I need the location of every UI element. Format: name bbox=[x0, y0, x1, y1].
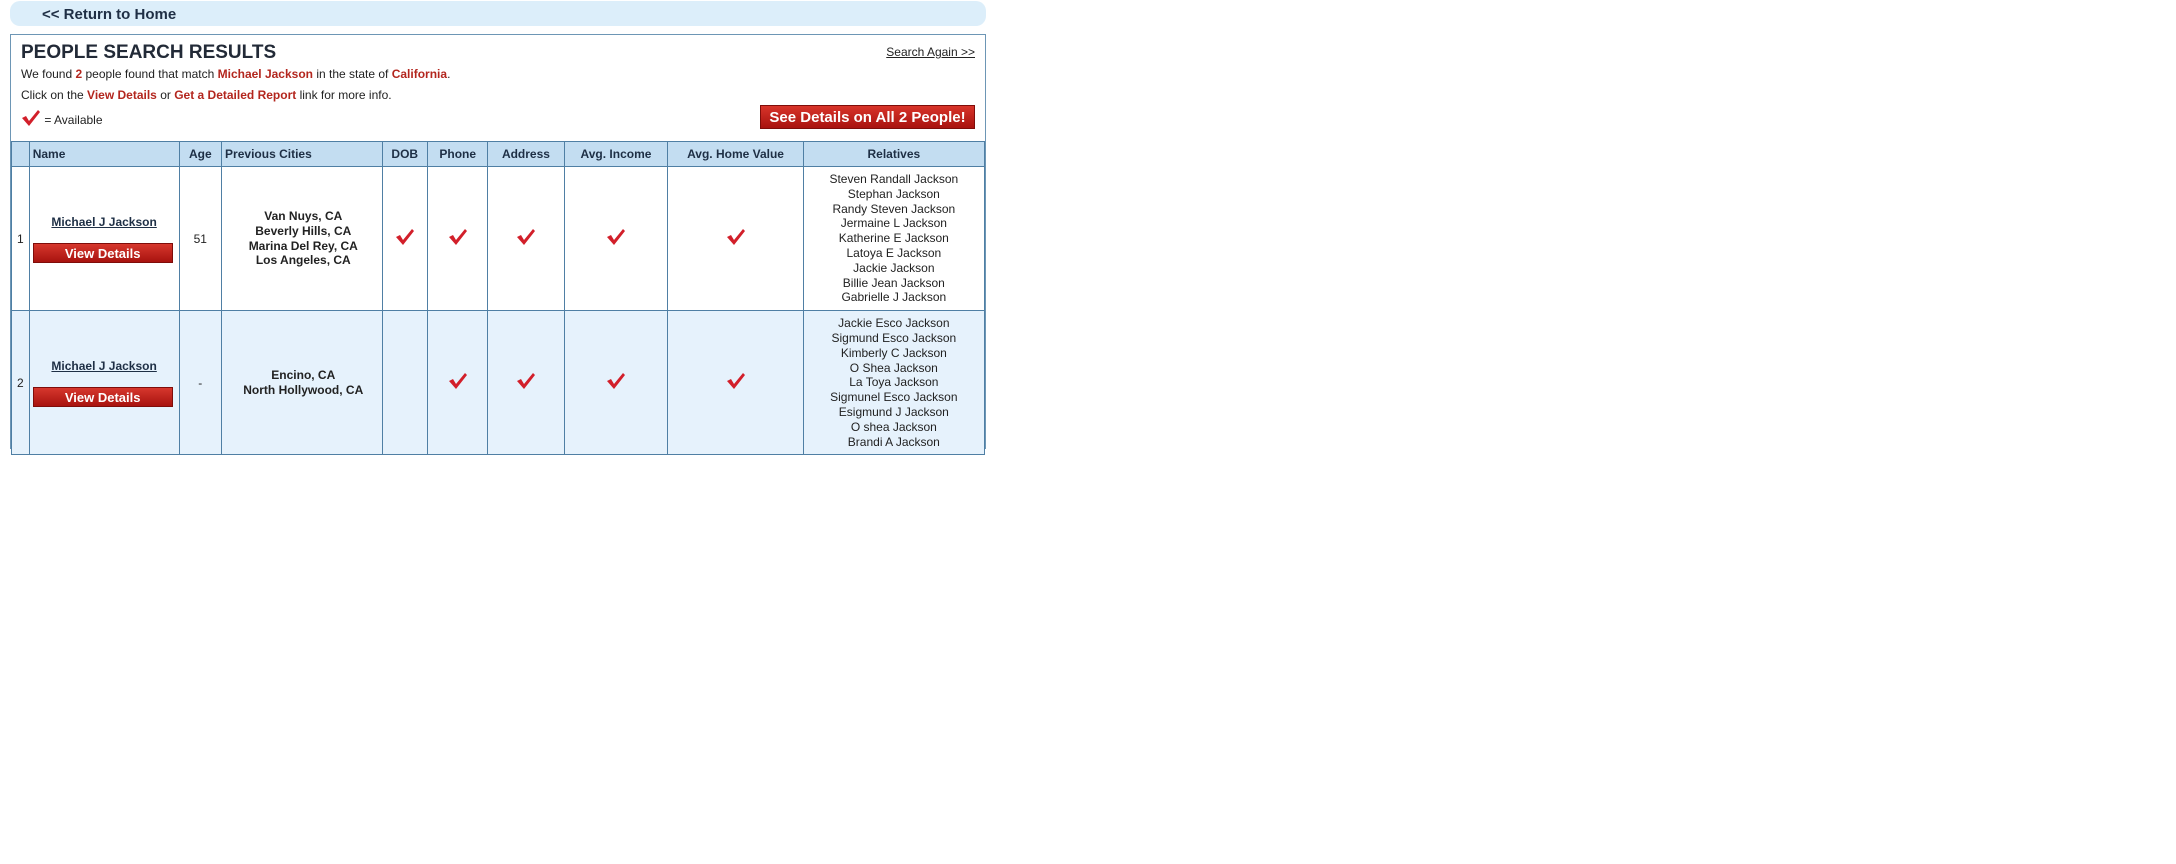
dob-cell bbox=[382, 167, 428, 311]
previous-cities-cell bbox=[222, 167, 382, 311]
relative-item: Jackie Esco Jackson bbox=[838, 316, 950, 331]
table-header-row bbox=[12, 142, 985, 167]
relative-item: Sigmunel Esco Jackson bbox=[830, 390, 958, 405]
results-table bbox=[11, 141, 985, 455]
relative-item: Stephan Jackson bbox=[847, 186, 940, 201]
results-summary: We found 2 people found that match Michael Jackson in the state of California. bbox=[21, 67, 451, 81]
checkmark-icon bbox=[726, 372, 746, 390]
view-details-button[interactable]: View Details bbox=[33, 387, 173, 407]
relative-item: Gabrielle J Jackson bbox=[841, 290, 947, 305]
name-cell bbox=[29, 311, 179, 455]
relatives-cell bbox=[803, 311, 984, 455]
relative-item: Jackie Jackson bbox=[853, 260, 935, 275]
checkmark-icon bbox=[606, 228, 626, 246]
relative-item: Sigmund Esco Jackson bbox=[831, 330, 957, 345]
income-cell bbox=[564, 167, 668, 311]
address-cell bbox=[488, 311, 564, 455]
relative-item: O Shea Jackson bbox=[849, 360, 938, 375]
relatives-cell bbox=[803, 167, 984, 311]
city-item: Encino, CA bbox=[271, 367, 336, 382]
phone-cell bbox=[428, 167, 488, 311]
results-panel bbox=[10, 34, 986, 449]
availability-legend: = Available bbox=[21, 109, 103, 127]
checkmark-icon bbox=[606, 372, 626, 390]
row-number: 2 bbox=[12, 311, 30, 455]
col-num bbox=[12, 142, 30, 167]
col-age: Age bbox=[179, 142, 221, 167]
name-cell bbox=[29, 167, 179, 311]
relative-item: O shea Jackson bbox=[850, 419, 937, 434]
checkmark-icon bbox=[448, 228, 468, 246]
row-number: 1 bbox=[12, 167, 30, 311]
home-value-cell bbox=[668, 167, 803, 311]
return-home-link[interactable]: << Return to Home bbox=[42, 6, 177, 23]
city-item: North Hollywood, CA bbox=[243, 382, 364, 397]
relative-item: La Toya Jackson bbox=[849, 375, 939, 390]
age-cell: - bbox=[179, 311, 221, 455]
detailed-report-ref: Get a Detailed Report bbox=[174, 88, 297, 102]
relative-item: Jermaine L Jackson bbox=[840, 216, 947, 231]
address-cell bbox=[488, 167, 564, 311]
relative-item: Kimberly C Jackson bbox=[840, 345, 947, 360]
relative-item: Randy Steven Jackson bbox=[832, 201, 956, 216]
relative-item: Steven Randall Jackson bbox=[829, 172, 959, 186]
income-cell bbox=[564, 311, 668, 455]
view-details-ref: View Details bbox=[87, 88, 157, 102]
search-again-link[interactable]: Search Again >> bbox=[886, 45, 975, 59]
checkmark-icon bbox=[516, 372, 536, 390]
city-item: Beverly Hills, CA bbox=[255, 223, 352, 238]
relative-item: Latoya E Jackson bbox=[846, 245, 942, 260]
checkmark-icon bbox=[448, 372, 468, 390]
result-count: 2 bbox=[75, 67, 83, 81]
age-cell: 51 bbox=[179, 167, 221, 311]
relative-item: Brandi A Jackson bbox=[847, 434, 940, 449]
person-name-link[interactable]: Michael J Jackson bbox=[51, 214, 157, 229]
col-address: Address bbox=[488, 142, 564, 167]
col-name: Name bbox=[29, 142, 179, 167]
col-phone: Phone bbox=[428, 142, 488, 167]
col-dob: DOB bbox=[382, 142, 428, 167]
checkmark-icon bbox=[395, 228, 415, 246]
table-row bbox=[12, 167, 985, 311]
col-relatives: Relatives bbox=[803, 142, 984, 167]
top-nav-bar bbox=[10, 1, 986, 26]
dob-cell bbox=[382, 311, 428, 455]
city-item: Marina Del Rey, CA bbox=[248, 238, 358, 253]
relative-item: Katherine E Jackson bbox=[838, 231, 949, 246]
person-name-link[interactable]: Michael J Jackson bbox=[51, 358, 157, 373]
see-all-details-button[interactable]: See Details on All 2 People! bbox=[760, 105, 975, 129]
col-avg-income: Avg. Income bbox=[564, 142, 668, 167]
home-value-cell bbox=[668, 311, 803, 455]
checkmark-icon bbox=[21, 109, 41, 127]
relative-item: Billie Jean Jackson bbox=[842, 275, 945, 290]
checkmark-icon bbox=[726, 228, 746, 246]
table-row bbox=[12, 311, 985, 455]
col-avg-home-value: Avg. Home Value bbox=[668, 142, 803, 167]
instructions: Click on the View Details or Get a Detailed Report link for more info. bbox=[21, 88, 392, 102]
city-item: Los Angeles, CA bbox=[255, 253, 351, 268]
city-item: Van Nuys, CA bbox=[264, 208, 343, 223]
view-details-button[interactable]: View Details bbox=[33, 243, 173, 263]
col-previous-cities: Previous Cities bbox=[222, 142, 382, 167]
query-name: Michael Jackson bbox=[217, 67, 313, 81]
checkmark-icon bbox=[516, 228, 536, 246]
page-title: PEOPLE SEARCH RESULTS bbox=[21, 42, 277, 63]
relative-item: Esigmund J Jackson bbox=[838, 404, 949, 419]
query-state: California bbox=[391, 67, 448, 81]
previous-cities-cell bbox=[222, 311, 382, 455]
phone-cell bbox=[428, 311, 488, 455]
